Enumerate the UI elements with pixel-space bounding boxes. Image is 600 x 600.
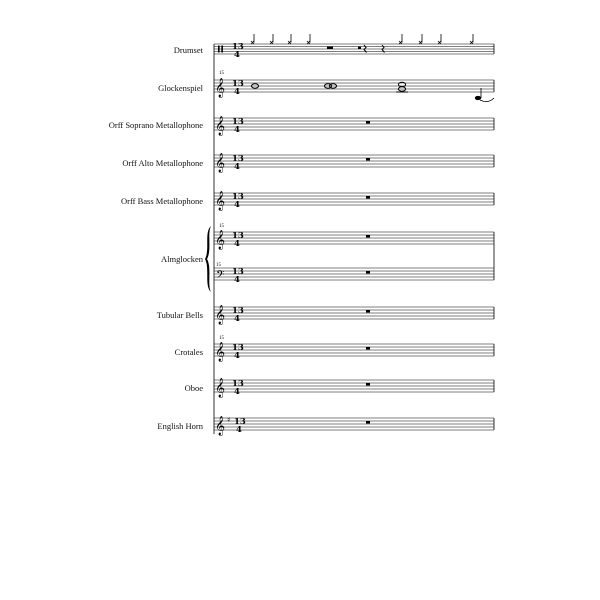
time-sig-denominator: 4 bbox=[234, 314, 240, 324]
label-tubular-bells: Tubular Bells bbox=[156, 310, 203, 320]
time-sig-numerator: 13 bbox=[232, 117, 244, 127]
octave-marker: 15 bbox=[219, 336, 224, 341]
time-sig-numerator: 13 bbox=[232, 379, 244, 389]
whole-rest-icon bbox=[366, 271, 370, 274]
whole-rest-icon bbox=[366, 421, 370, 424]
time-sig-numerator: 13 bbox=[234, 417, 246, 427]
staff-crotales bbox=[214, 336, 494, 362]
whole-rest-icon bbox=[366, 383, 370, 386]
glock-notes bbox=[251, 82, 408, 92]
label-orff-alto: Orff Alto Metallophone bbox=[122, 158, 203, 168]
glock-tied-note bbox=[475, 88, 494, 102]
staff-glockenspiel bbox=[214, 71, 494, 102]
whole-rest-icon bbox=[366, 121, 370, 124]
label-drumset: Drumset bbox=[173, 45, 203, 55]
treble-clef-icon: 𝄞 bbox=[215, 153, 226, 173]
time-sig-numerator: 13 bbox=[232, 192, 244, 202]
octave-marker: 15 bbox=[219, 224, 224, 229]
time-sig-denominator: 4 bbox=[234, 87, 240, 97]
treble-clef-icon: 𝄞 bbox=[215, 416, 226, 436]
drum-notes bbox=[251, 34, 473, 44]
time-sig-numerator: 13 bbox=[232, 231, 244, 241]
label-crotales: Crotales bbox=[174, 347, 203, 357]
staff-orff-bass bbox=[214, 191, 494, 211]
staff-orff-alto bbox=[214, 153, 494, 173]
label-english-horn: English Horn bbox=[157, 421, 203, 431]
whole-rest-icon bbox=[366, 347, 370, 350]
time-sig-denominator: 4 bbox=[234, 162, 240, 172]
treble-clef-icon: 𝄞 bbox=[215, 230, 226, 250]
time-sig-denominator: 4 bbox=[234, 50, 240, 60]
octave-marker: 15 bbox=[219, 71, 224, 76]
treble-clef-icon: 𝄞 bbox=[215, 78, 226, 98]
staff-almglocken bbox=[205, 224, 494, 292]
time-sig-denominator: 4 bbox=[234, 239, 240, 249]
time-sig-numerator: 13 bbox=[232, 306, 244, 316]
label-orff-soprano: Orff Soprano Metallophone bbox=[108, 120, 203, 130]
label-oboe: Oboe bbox=[184, 383, 203, 393]
staff-drumset bbox=[214, 34, 494, 60]
time-sig-denominator: 4 bbox=[236, 425, 242, 435]
treble-clef-icon: 𝄞 bbox=[215, 305, 226, 325]
treble-clef-icon: 𝄞 bbox=[215, 116, 226, 136]
whole-rest-icon bbox=[366, 235, 370, 238]
whole-rest-icon bbox=[366, 310, 370, 313]
time-sig-numerator: 13 bbox=[232, 267, 244, 277]
sharp-icon: ♯ bbox=[227, 416, 231, 424]
staff-orff-soprano bbox=[214, 116, 494, 136]
time-sig-denominator: 4 bbox=[234, 125, 240, 135]
time-sig-numerator: 13 bbox=[232, 79, 244, 89]
time-sig-numerator: 13 bbox=[232, 154, 244, 164]
octave-marker-bass: 15 bbox=[216, 263, 221, 268]
bass-clef-icon: 𝄢 bbox=[216, 269, 225, 284]
time-sig-denominator: 4 bbox=[234, 275, 240, 285]
treble-clef-icon: 𝄞 bbox=[215, 342, 226, 362]
time-sig-denominator: 4 bbox=[234, 387, 240, 397]
whole-rest-icon bbox=[366, 196, 370, 199]
time-sig-denominator: 4 bbox=[234, 200, 240, 210]
whole-rest-icon bbox=[366, 158, 370, 161]
label-glockenspiel: Glockenspiel bbox=[158, 83, 203, 93]
treble-clef-icon: 𝄞 bbox=[215, 191, 226, 211]
time-sig-numerator: 13 bbox=[232, 343, 244, 353]
time-sig-numerator: 13 bbox=[232, 42, 244, 52]
label-orff-bass: Orff Bass Metallophone bbox=[121, 196, 203, 206]
label-almglocken: Almglocken bbox=[160, 254, 203, 264]
brace-icon bbox=[205, 226, 211, 292]
staff-oboe bbox=[214, 378, 494, 398]
treble-clef-icon: 𝄞 bbox=[215, 378, 226, 398]
staff-tubular-bells bbox=[214, 305, 494, 325]
staff-english-horn bbox=[214, 416, 494, 436]
time-sig-denominator: 4 bbox=[234, 351, 240, 361]
